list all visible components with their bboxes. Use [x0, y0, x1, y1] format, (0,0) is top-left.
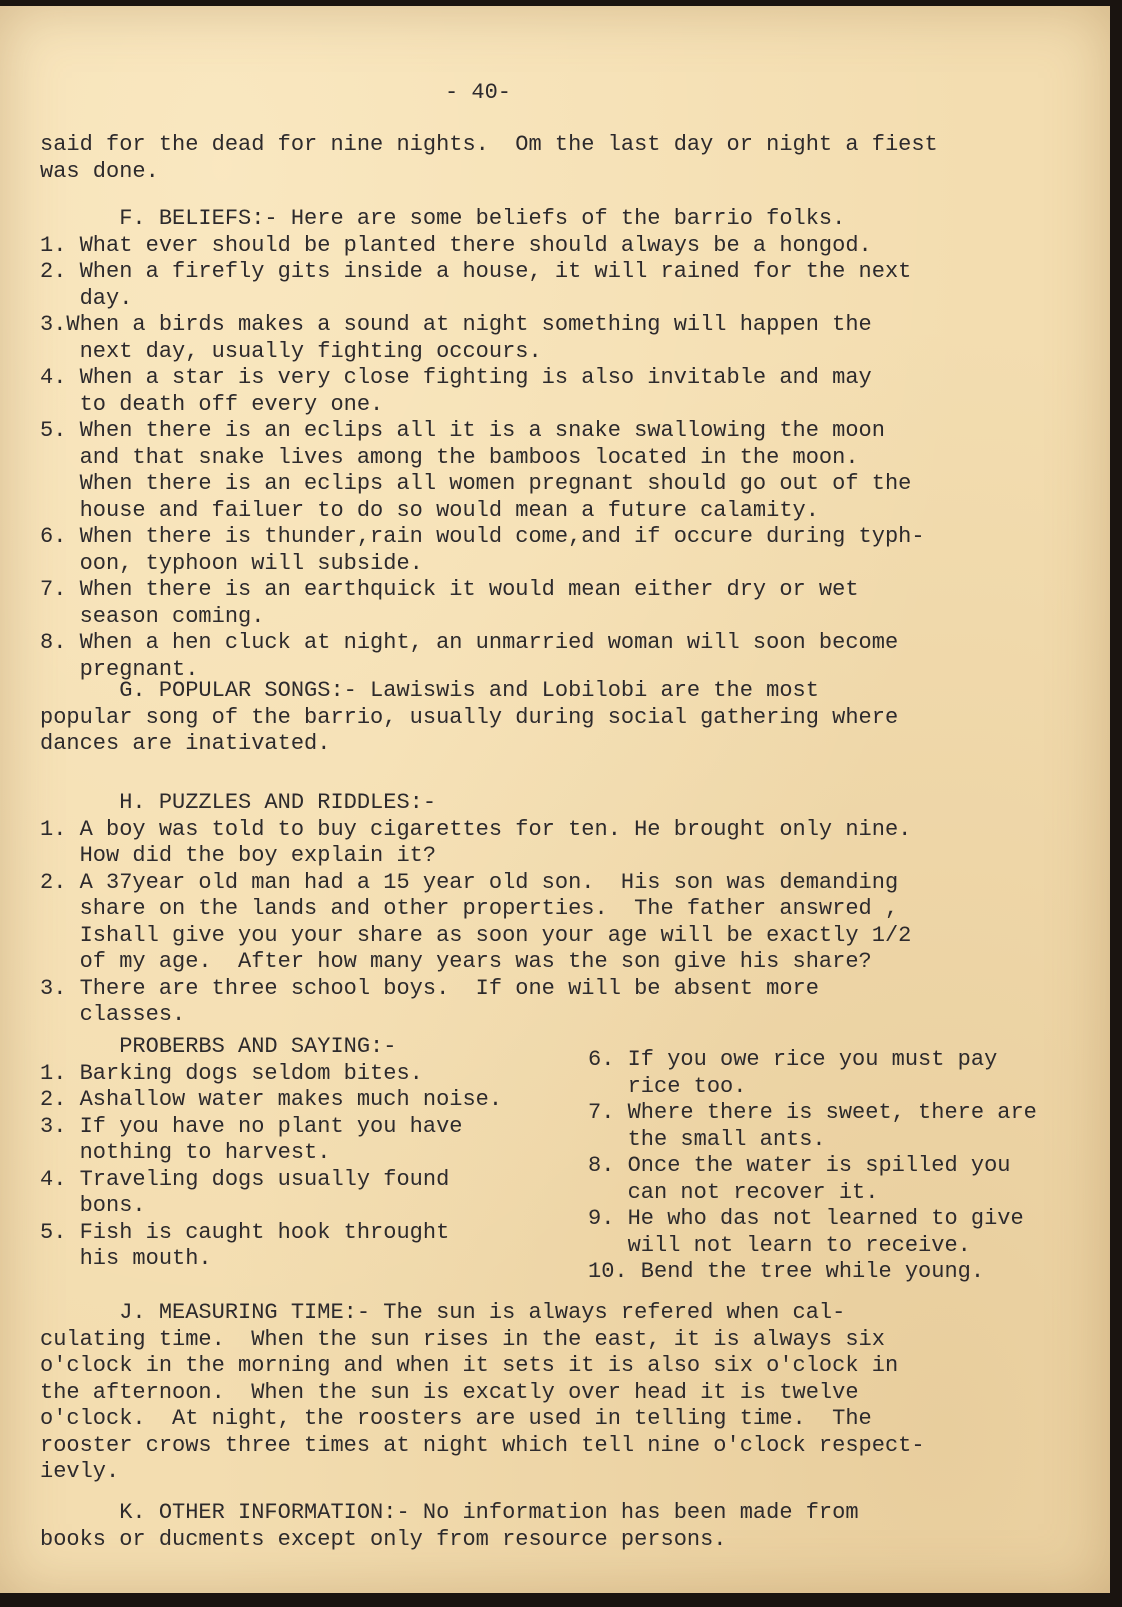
section-heading: F. BELIEFS:- Here are some beliefs of the barrio folks.	[40, 206, 846, 231]
intro-paragraph	[40, 132, 938, 185]
riddle-line: classes.	[40, 1002, 186, 1027]
text-line: popular song of the barrio, usually during social gathering where	[40, 704, 899, 730]
text-line: was done.	[40, 158, 159, 184]
belief-line: to death off every one.	[40, 391, 384, 417]
belief-line: 2. When a firefly gits inside a house, it will rained for the next	[40, 259, 912, 284]
text-line: dances are inativated.	[40, 731, 331, 756]
proverb-line: his mouth.	[40, 1246, 212, 1271]
belief-line: house and failuer to do so would mean a future calamity.	[40, 497, 819, 523]
proverb-line: 4. Traveling dogs usually found	[40, 1166, 450, 1192]
proverb-line: 8. Once the water is spilled you	[588, 1153, 1011, 1178]
section-heading: H. PUZZLES AND RIDDLES:-	[40, 790, 437, 815]
text-line: G. POPULAR SONGS:- Lawiswis and Lobilobi are the most	[40, 678, 819, 703]
belief-line: pregnant.	[40, 656, 199, 682]
text-line: the afternoon. When the sun is excatly over head it is twelve	[40, 1379, 859, 1405]
document-page	[0, 6, 1110, 1596]
belief-line: 8. When a hen cluck at night, an unmarried woman will soon become	[40, 630, 899, 655]
riddle-line: 2. A 37year old man had a 15 year old son. His son was demanding	[40, 869, 899, 895]
page-number: - 40-	[445, 80, 512, 105]
text-line: culating time. When the sun rises in the east, it is always six	[40, 1326, 885, 1352]
belief-line: 3.When a birds makes a sound at night something will happen the	[40, 312, 872, 337]
scan-border	[0, 1593, 1122, 1607]
proverb-line: nothing to harvest.	[40, 1140, 331, 1165]
proverb-line: 2. Ashallow water makes much noise.	[40, 1087, 503, 1112]
belief-line: day.	[40, 285, 133, 311]
belief-line: 7. When there is an earthquick it would mean either dry or wet	[40, 577, 859, 602]
proverbs-left-column	[40, 1034, 502, 1273]
belief-line: oon, typhoon will subside.	[40, 550, 423, 576]
text-line: o'clock in the morning and when it sets it is also six o'clock in	[40, 1353, 899, 1378]
riddle-line: Ishall give you your share as soon your age will be exactly 1/2	[40, 922, 912, 948]
belief-line: When there is an eclips all women pregnant should go out of the	[40, 471, 912, 496]
belief-line: 6. When there is thunder,rain would come,and if occure during typh-	[40, 524, 925, 549]
proverb-line: rice too.	[588, 1073, 747, 1099]
proverb-line: will not learn to receive.	[588, 1232, 971, 1258]
beliefs-section	[40, 206, 925, 683]
riddle-line: share on the lands and other properties. The father answred ,	[40, 896, 899, 921]
puzzles-riddles-section	[40, 790, 911, 1029]
proverb-line: 3. If you have no plant you have	[40, 1113, 463, 1139]
riddle-line: How did the boy explain it?	[40, 843, 437, 868]
measuring-time-section	[40, 1300, 925, 1486]
belief-line: next day, usually fighting occours.	[40, 338, 542, 364]
text-line: ievly.	[40, 1459, 120, 1484]
belief-line: season coming.	[40, 603, 265, 629]
proverb-line: 1. Barking dogs seldom bites.	[40, 1060, 423, 1086]
belief-line: 4. When a star is very close fighting is also invitable and may	[40, 365, 872, 390]
belief-line: and that snake lives among the bamboos located in the moon.	[40, 444, 859, 470]
proverb-line: 7. Where there is sweet, there are	[588, 1100, 1037, 1125]
proverb-line: the small ants.	[588, 1126, 826, 1152]
text-line: books or ducments except only from resource persons.	[40, 1526, 727, 1552]
other-information-section	[40, 1500, 859, 1553]
riddle-line: 1. A boy was told to buy cigarettes for ten. He brought only nine.	[40, 816, 912, 842]
riddle-line: 3. There are three school boys. If one will be absent more	[40, 975, 819, 1001]
text-line: said for the dead for nine nights. Om the last day or night a fiest	[40, 132, 938, 157]
text-line: rooster crows three times at night which tell nine o'clock respect-	[40, 1432, 925, 1458]
text-line: K. OTHER INFORMATION:- No information has been made from	[40, 1500, 859, 1525]
section-heading: PROBERBS AND SAYING:-	[40, 1034, 397, 1059]
text-line: o'clock. At night, the roosters are used in telling time. The	[40, 1406, 872, 1431]
belief-line: 5. When there is an eclips all it is a snake swallowing the moon	[40, 418, 885, 443]
popular-songs-section	[40, 678, 898, 758]
proverbs-right-column	[588, 1047, 1037, 1286]
belief-line: 1. What ever should be planted there should always be a hongod.	[40, 232, 872, 258]
proverb-line: 10. Bend the tree while young.	[588, 1259, 985, 1284]
proverb-line: 9. He who das not learned to give	[588, 1206, 1024, 1231]
proverb-line: 6. If you owe rice you must pay	[588, 1047, 998, 1072]
proverb-line: bons.	[40, 1193, 146, 1218]
proverb-line: 5. Fish is caught hook throught	[40, 1219, 450, 1245]
text-line: J. MEASURING TIME:- The sun is always refered when cal-	[40, 1300, 846, 1325]
proverb-line: can not recover it.	[588, 1179, 879, 1205]
riddle-line: of my age. After how many years was the son give his share?	[40, 949, 872, 974]
